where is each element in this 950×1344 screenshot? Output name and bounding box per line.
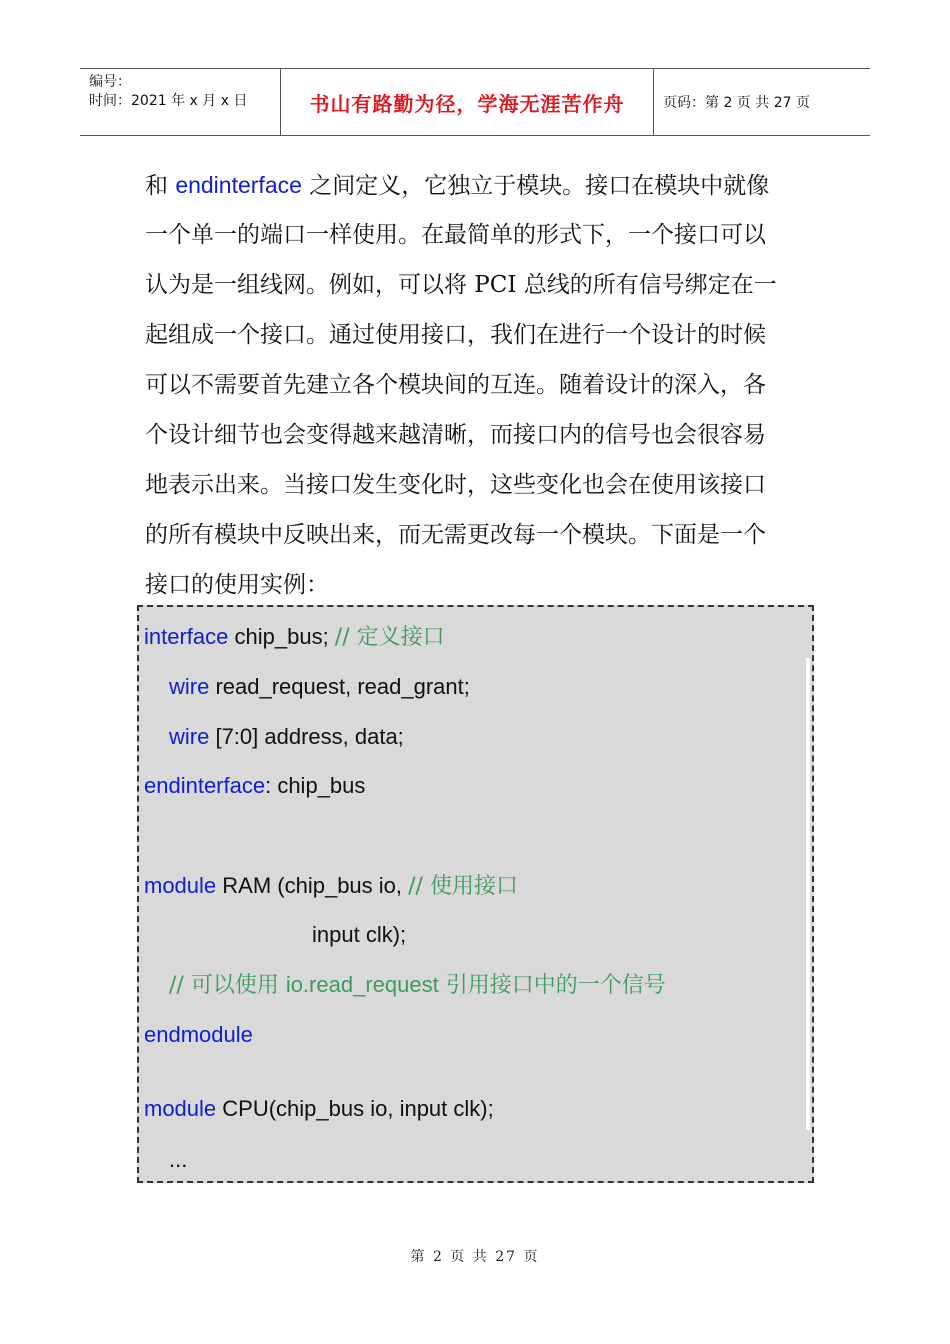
code-text: ... bbox=[169, 1147, 188, 1172]
code-text: read_request, read_grant; bbox=[209, 674, 470, 699]
body-paragraph bbox=[145, 160, 805, 610]
code-keyword: endmodule bbox=[144, 1022, 253, 1047]
paragraph-line: 接口的使用实例： bbox=[145, 572, 329, 598]
code-line bbox=[144, 871, 518, 901]
code-box-edge bbox=[806, 658, 810, 1130]
code-line bbox=[169, 672, 470, 702]
code-keyword: wire bbox=[169, 674, 210, 699]
code-keyword: endinterface bbox=[144, 773, 266, 798]
header-motto-cell bbox=[281, 69, 654, 135]
code-text: input clk); bbox=[312, 922, 407, 947]
paragraph-line: 认为是一组线网。例如，可以将 PCI 总线的所有信号绑定在一 bbox=[145, 272, 777, 298]
code-line bbox=[169, 1145, 187, 1175]
code-line bbox=[144, 771, 365, 801]
paragraph-line: 个设计细节也会变得越来越清晰，而接口内的信号也会很容易 bbox=[145, 422, 766, 448]
keyword-endinterface: endinterface bbox=[175, 172, 302, 198]
code-comment: io.read_request bbox=[285, 972, 439, 997]
page-footer: 第 2 页 共 27 页 bbox=[410, 1249, 540, 1265]
paragraph-line: 可以不需要首先建立各个模块间的互连。随着设计的深入，各 bbox=[145, 372, 766, 398]
code-text: chip_bus; bbox=[228, 624, 335, 649]
code-text: : chip_bus bbox=[265, 773, 366, 798]
header-meta-cell bbox=[80, 69, 281, 135]
code-line bbox=[312, 920, 406, 950]
code-text: CPU(chip_bus io, input clk); bbox=[216, 1096, 494, 1121]
document-header bbox=[80, 68, 870, 136]
code-keyword: module bbox=[144, 1096, 217, 1121]
paragraph-line bbox=[145, 160, 805, 210]
code-example-box bbox=[137, 605, 814, 1183]
paragraph-line: 地表示出来。当接口发生变化时，这些变化也会在使用该接口 bbox=[145, 472, 766, 498]
code-comment: // 定义接口 bbox=[334, 625, 445, 650]
code-keyword: interface bbox=[144, 624, 229, 649]
code-keyword: wire bbox=[169, 724, 210, 749]
code-comment: // 可以使用 bbox=[169, 973, 286, 998]
code-keyword: module bbox=[144, 873, 217, 898]
header-page-info: 页码：第 2 页 共 27 页 bbox=[663, 95, 810, 111]
text-fragment: 和 bbox=[145, 173, 176, 199]
code-line bbox=[169, 722, 404, 752]
code-comment: // 使用接口 bbox=[408, 874, 518, 899]
document-date: 时间：2021 年 x 月 x 日 bbox=[89, 93, 248, 109]
code-line bbox=[144, 1020, 253, 1050]
header-motto: 书山有路勤为径，学海无涯苦作舟 bbox=[309, 91, 625, 116]
paragraph-line: 一个单一的端口一样使用。在最简单的形式下，一个接口可以 bbox=[145, 222, 766, 248]
code-line bbox=[144, 1094, 494, 1124]
text-fragment: 之间定义，它独立于模块。接口在模块中就像 bbox=[301, 173, 770, 199]
header-page-cell bbox=[654, 69, 870, 135]
paragraph-line: 起组成一个接口。通过使用接口，我们在进行一个设计的时候 bbox=[145, 322, 766, 348]
code-line bbox=[169, 970, 666, 1000]
paragraph-line: 的所有模块中反映出来，而无需更改每一个模块。下面是一个 bbox=[145, 522, 766, 548]
code-text: [7:0] address, data; bbox=[209, 724, 404, 749]
code-text: RAM (chip_bus io, bbox=[216, 873, 409, 898]
code-comment: 引用接口中的一个信号 bbox=[438, 973, 666, 998]
document-number-label: 编号： bbox=[89, 74, 131, 90]
code-line bbox=[144, 622, 445, 652]
